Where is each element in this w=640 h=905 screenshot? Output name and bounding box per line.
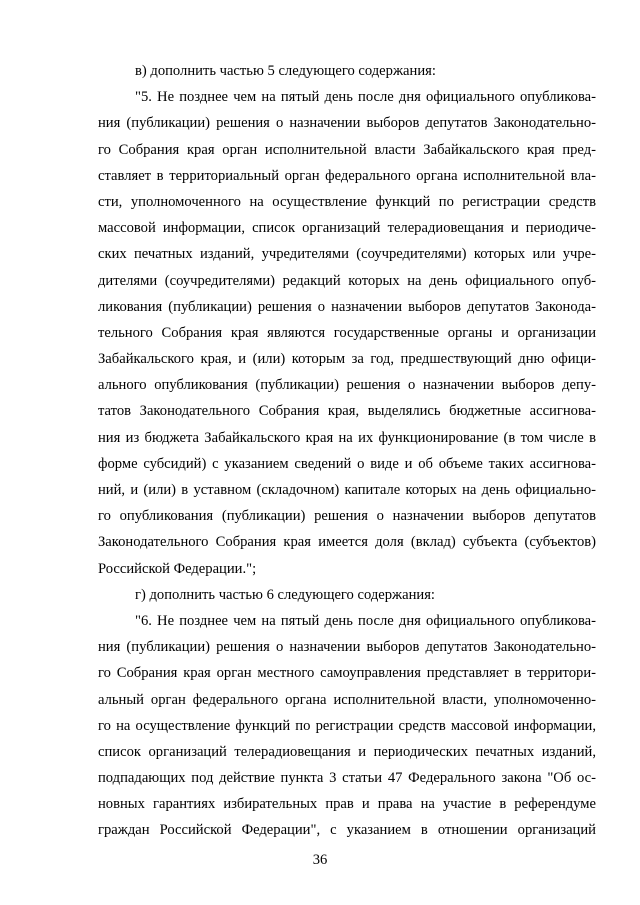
text-line: ставляет в территориальный орган федерального органа исполнительной вла- [98,167,596,184]
text-line: ликования (публикации) решения о назначении выборов депутатов Законода- [98,298,596,315]
text-line: ния (публикации) решения о назначении выборов депутатов Законодательно- [98,115,596,132]
text-line: Забайкальского края, и (или) которым за год, предшествующий дню офици- [98,351,596,368]
text-line: ских печатных изданий, учредителями (соучредителями) которых или учре- [98,246,596,263]
text-line: новных гарантиях избирательных прав и права на участие в референдуме [98,796,596,813]
text-line: форме субсидий) с указанием сведений о виде и об объеме таких ассигнова- [98,455,596,472]
text-line: ния из бюджета Забайкальского края на их функционирование (в том числе в [98,429,596,446]
text-line: дителями (соучредителями) редакций которых на день официального опуб- [98,272,596,289]
text-line: го Собрания края орган местного самоуправления представляет в территори- [98,665,596,682]
text-line: список организаций телерадиовещания и периодических печатных изданий, [98,743,596,760]
text-line: Российской Федерации."; [98,560,257,577]
text-line: в) дополнить частью 5 следующего содержания: [135,63,436,79]
text-line: ний, и (или) в уставном (складочном) капитале которых на день официально- [98,482,596,498]
text-line: массовой информации, список организаций телерадиовещания и периодиче- [98,220,596,237]
text-line: го Собрания края орган исполнительной власти Забайкальского края пред- [98,141,596,158]
text-line: го на осуществление функций по регистрации средств массовой информации, [98,717,596,734]
text-line: Законодательного Собрания края имеется доля (вклад) субъекта (субъектов) [98,534,596,551]
text-line: "6. Не позднее чем на пятый день после дня официального опубликова- [135,612,596,629]
text-line: татов Законодательного Собрания края, выделялись бюджетные ассигнова- [98,403,596,420]
text-line: тельного Собрания края являются государственные органы и организации [98,324,596,341]
text-line: "5. Не позднее чем на пятый день после дня официального опубликова- [135,89,596,106]
page-number: 36 [312,852,328,868]
text-line: го опубликования (публикации) решения о назначении выборов депутатов [98,508,596,525]
text-line: сти, уполномоченного на осуществление функций по регистрации средств [98,193,596,210]
text-line: ния (публикации) решения о назначении выборов депутатов Законодательно- [98,639,596,656]
text-line: г) дополнить частью 6 следующего содержания: [135,586,435,603]
text-line: ального опубликования (публикации) решения о назначении выборов депу- [98,377,596,394]
text-line: подпадающих под действие пункта 3 статьи 47 Федерального закона "Об ос- [98,770,596,787]
text-line: альный орган федерального органа исполнительной власти, уполномоченно- [98,691,596,708]
document-body [98,58,596,844]
text-line: граждан Российской Федерации", с указанием в отношении организаций [98,822,596,839]
